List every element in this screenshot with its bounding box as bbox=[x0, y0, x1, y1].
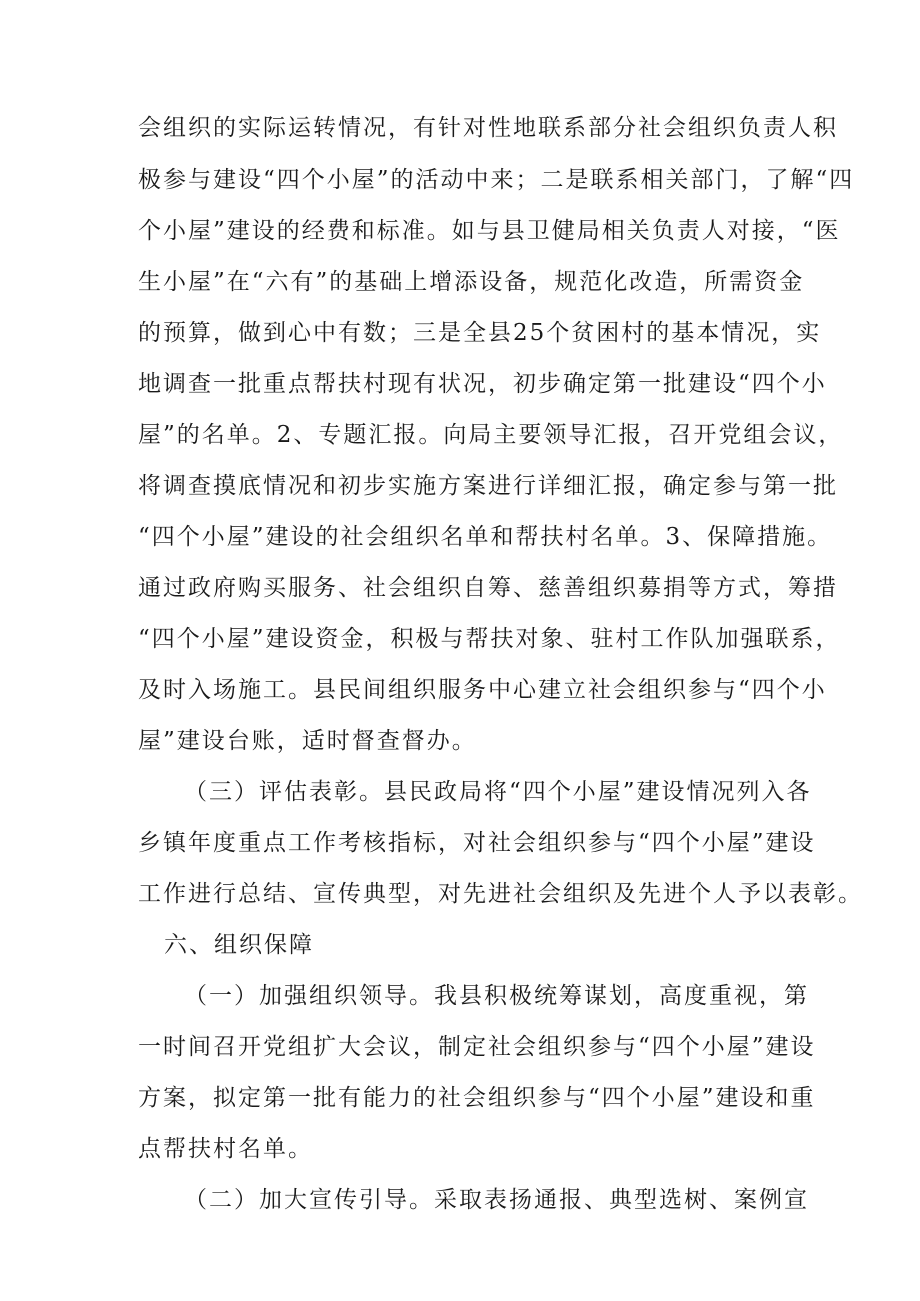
paragraph-line: 地调查一批重点帮扶村现有状况，初步确定第一批建设“四个小 bbox=[138, 371, 827, 397]
section-heading: 六、组织保障 bbox=[164, 932, 314, 958]
paragraph-line: 乡镇年度重点工作考核指标，对社会组织参与“四个小屋”建设 bbox=[138, 830, 816, 856]
paragraph-line: 一时间召开党组扩大会议，制定社会组织参与“四个小屋”建设 bbox=[138, 1034, 816, 1060]
paragraph-line: 将调查摸底情况和初步实施方案进行详细汇报，确定参与第一批 bbox=[138, 473, 838, 499]
paragraph-line: 个小屋”建设的经费和标准。如与县卫健局相关负责人对接，“医 bbox=[138, 218, 841, 244]
paragraph-line: 极参与建设“四个小屋”的活动中来；二是联系相关部门，了解“四 bbox=[138, 167, 855, 193]
paragraph-line: 方案，拟定第一批有能力的社会组织参与“四个小屋”建设和重 bbox=[138, 1085, 816, 1111]
paragraph-line: 屋”的名单。2、专题汇报。向局主要领导汇报，召开党组会议， bbox=[138, 422, 844, 448]
paragraph-line: 工作进行总结、宣传典型，对先进社会组织及先进个人予以表彰。 bbox=[138, 881, 863, 907]
paragraph-line: “四个小屋”建设资金，积极与帮扶对象、驻村工作队加强联系， bbox=[138, 626, 841, 652]
paragraph-line: 生小屋”在“六有”的基础上增添设备，规范化改造，所需资金 bbox=[138, 269, 805, 295]
paragraph-line: 的预算，做到心中有数；三是全县25个贫困村的基本情况，实 bbox=[138, 320, 822, 346]
paragraph-line: 会组织的实际运转情况，有针对性地联系部分社会组织负责人积 bbox=[138, 115, 838, 141]
paragraph-line-first: （三）评估表彰。县民政局将“四个小屋”建设情况列入各 bbox=[184, 779, 812, 805]
paragraph-line-last: 屋”建设台账，适时督查督办。 bbox=[138, 728, 477, 754]
paragraph-line: 及时入场施工。县民间组织服务中心建立社会组织参与“四个小 bbox=[138, 677, 827, 703]
paragraph-line-last: 点帮扶村名单。 bbox=[138, 1136, 313, 1162]
paragraph-line: “四个小屋”建设的社会组织名单和帮扶村名单。3、保障措施。 bbox=[138, 524, 833, 550]
paragraph-line-first: （一）加强组织领导。我县积极统筹谋划，高度重视，第 bbox=[184, 983, 809, 1009]
paragraph-line: 通过政府购买服务、社会组织自筹、慈善组织募捐等方式，筹措 bbox=[138, 575, 838, 601]
paragraph-line-first: （二）加大宣传引导。采取表扬通报、典型选树、案例宣 bbox=[184, 1187, 809, 1213]
